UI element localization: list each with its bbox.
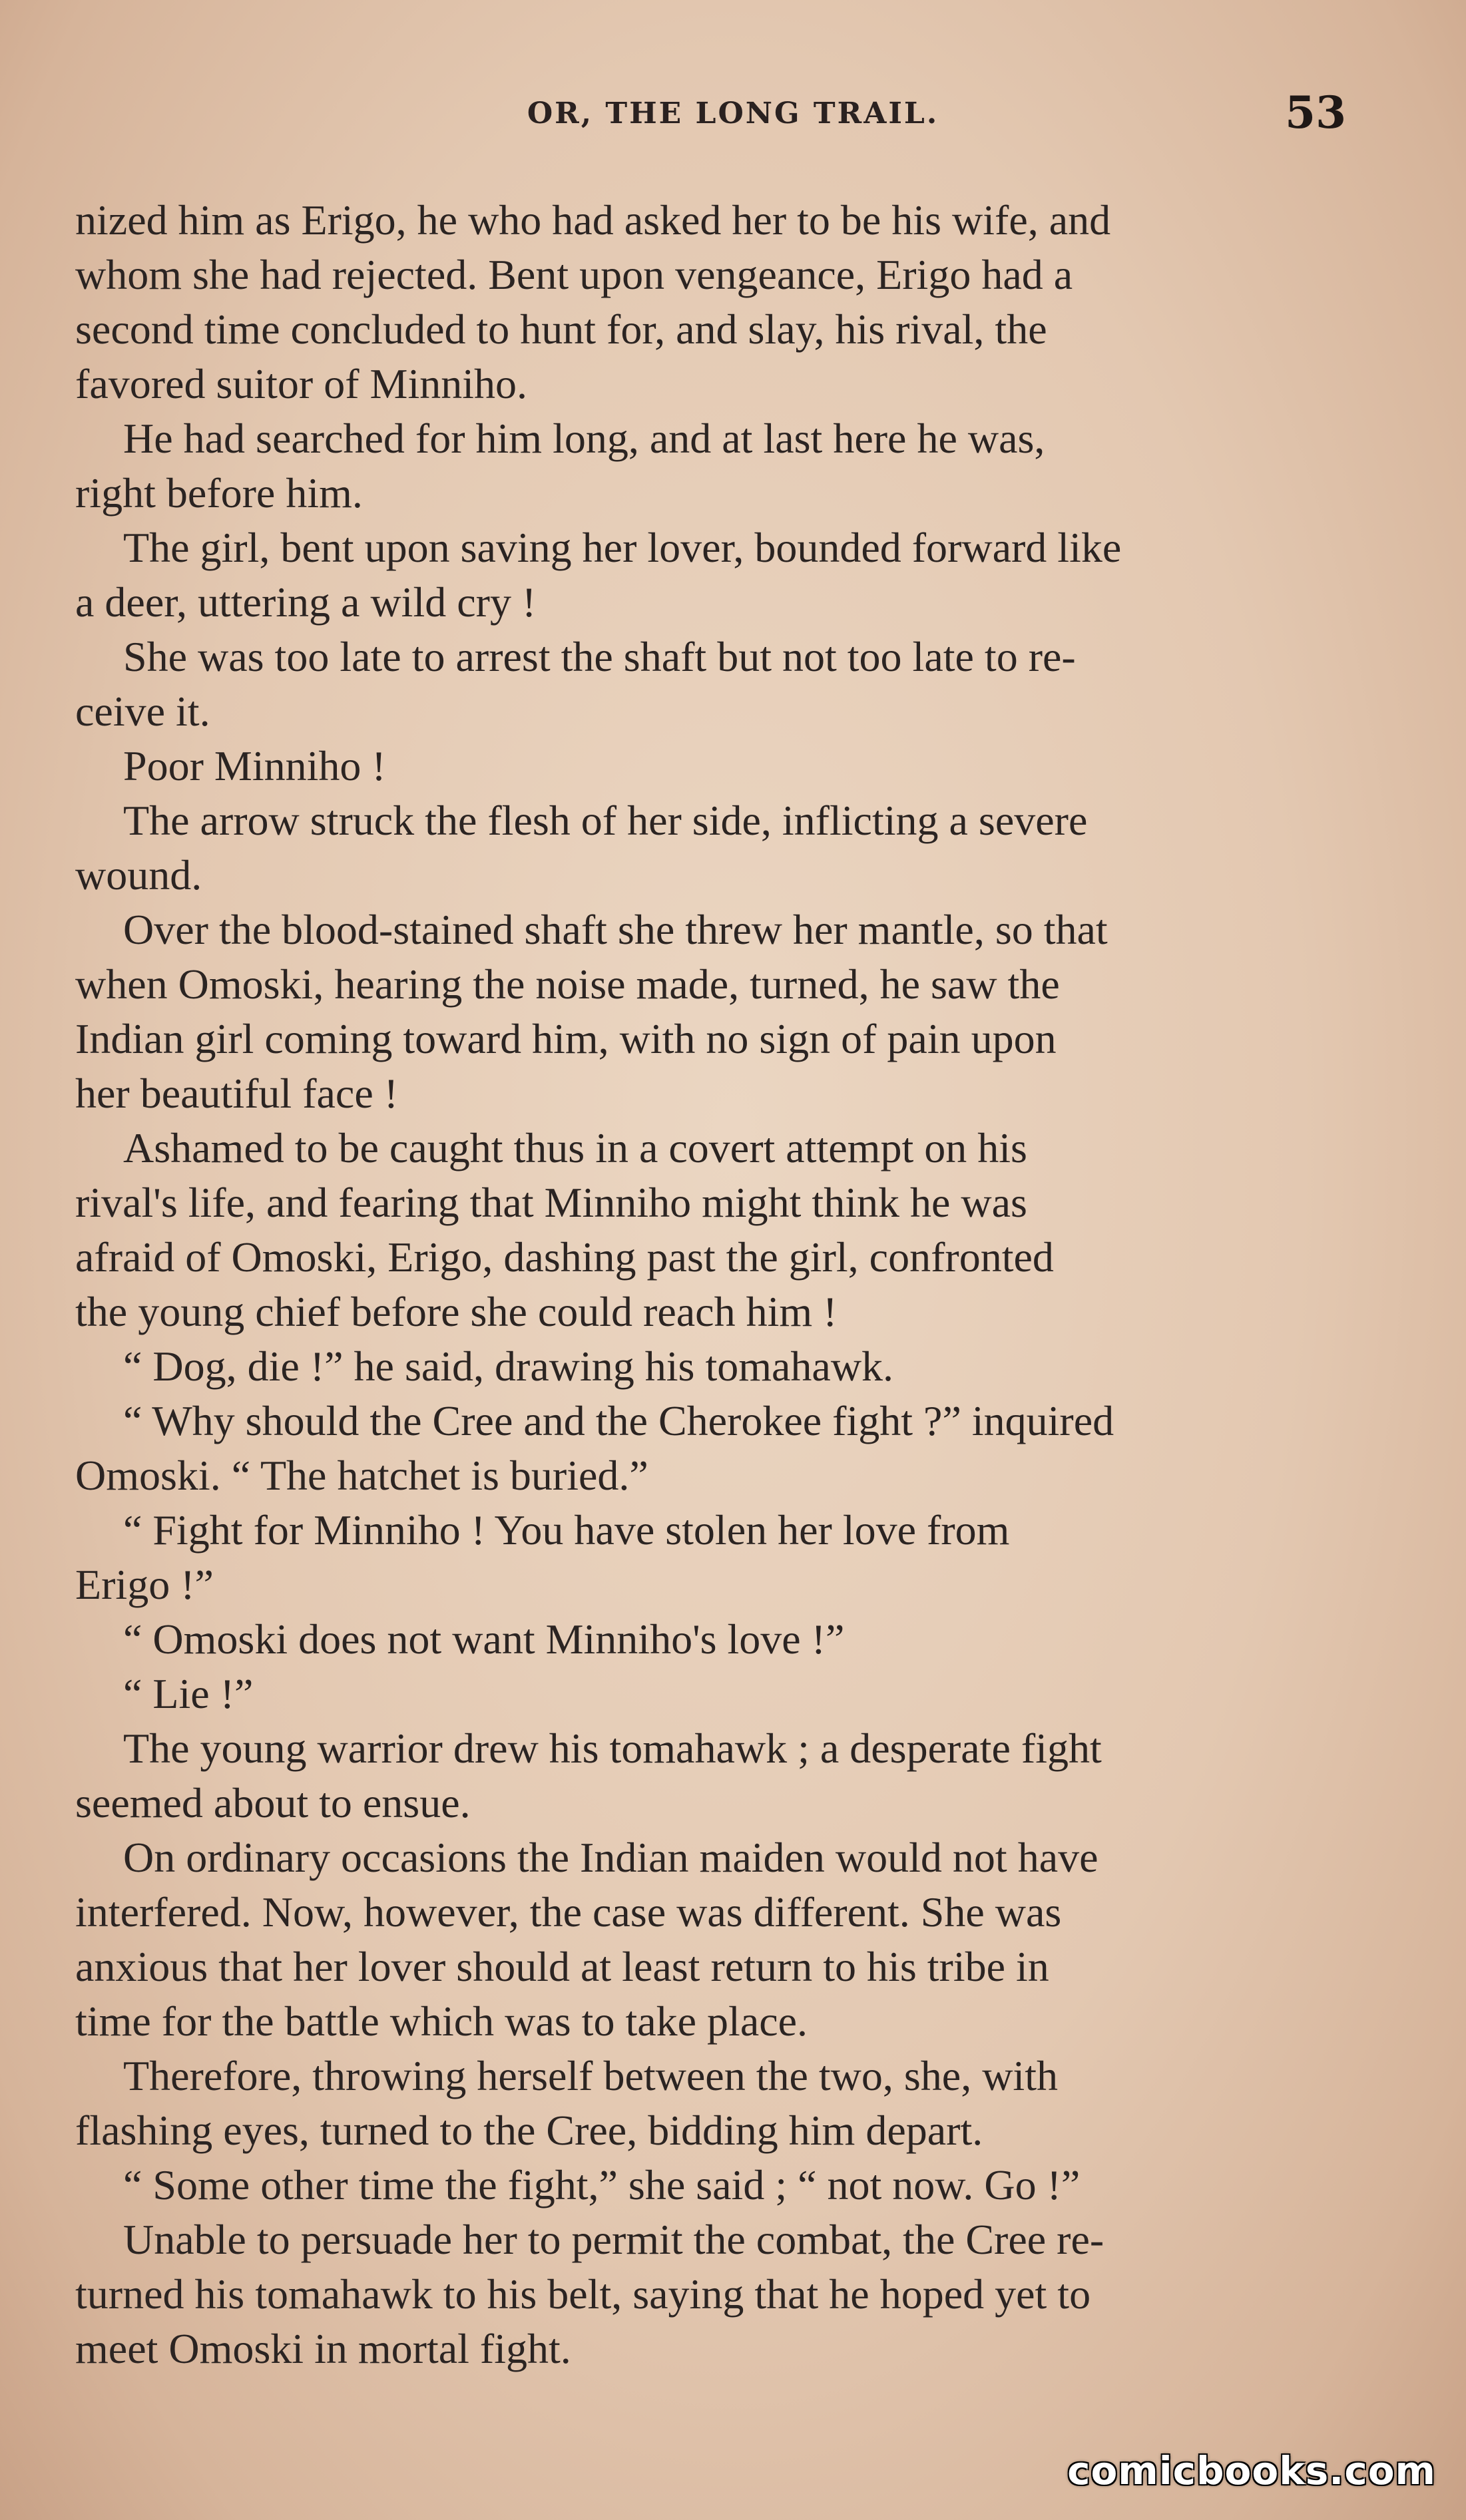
text-line: rival's life, and fearing that Minniho might think he was — [75, 1179, 1027, 1226]
text-line: meet Omoski in mortal fight. — [75, 2325, 571, 2372]
body-text — [75, 193, 1367, 2370]
text-line: time for the battle which was to take place. — [75, 1997, 808, 2045]
text-line: Indian girl coming toward him, with no sign of pain upon — [75, 1015, 1057, 1062]
text-line: right before him. — [75, 469, 363, 517]
text-line: On ordinary occasions the Indian maiden would not have — [123, 1834, 1099, 1881]
text-line: Unable to persuade her to permit the combat, the Cree re- — [123, 2216, 1104, 2263]
page-header — [0, 87, 1466, 146]
page-number: 53 — [1285, 87, 1346, 138]
text-line: when Omoski, hearing the noise made, turned, he saw the — [75, 960, 1060, 1008]
text-line: “ Omoski does not want Minniho's love !” — [123, 1615, 845, 1663]
text-line: Poor Minniho ! — [123, 742, 386, 789]
text-line: The young warrior drew his tomahawk ; a desperate fight — [123, 1725, 1102, 1772]
text-line: afraid of Omoski, Erigo, dashing past the girl, confronted — [75, 1233, 1054, 1281]
text-line: turned his tomahawk to his belt, saying that he hoped yet to — [75, 2270, 1091, 2318]
text-line: “ Dog, die !” he said, drawing his tomahawk. — [123, 1343, 894, 1390]
text-line: Erigo !” — [75, 1561, 214, 1608]
text-line: Over the blood-stained shaft she threw her mantle, so that — [123, 906, 1108, 953]
text-line: nized him as Erigo, he who had asked her to be his wife, and — [75, 196, 1111, 244]
text-line: ceive it. — [75, 688, 210, 735]
text-line: Ashamed to be caught thus in a covert attempt on his — [123, 1124, 1027, 1171]
text-line: the young chief before she could reach him ! — [75, 1288, 838, 1335]
text-line: a deer, uttering a wild cry ! — [75, 578, 537, 626]
text-line: second time concluded to hunt for, and slay, his rival, the — [75, 306, 1047, 353]
site-watermark: comicbooks.com — [1067, 2448, 1436, 2493]
text-line: wound. — [75, 851, 202, 899]
running-title: OR, THE LONG TRAIL. — [527, 97, 939, 130]
text-line: “ Why should the Cree and the Cherokee fight ?” inquired — [123, 1397, 1114, 1444]
text-line: He had searched for him long, and at last here he was, — [123, 415, 1045, 462]
text-line: “ Lie !” — [123, 1670, 254, 1717]
text-line: flashing eyes, turned to the Cree, bidding him depart. — [75, 2107, 983, 2154]
text-line: whom she had rejected. Bent upon vengeance, Erigo had a — [75, 251, 1073, 298]
text-line: The arrow struck the flesh of her side, inflicting a severe — [123, 797, 1088, 844]
text-line: “ Fight for Minniho ! You have stolen her love from — [123, 1506, 1010, 1554]
text-line: Omoski. “ The hatchet is buried.” — [75, 1452, 648, 1499]
text-line: Therefore, throwing herself between the two, she, with — [123, 2052, 1058, 2099]
text-line: her beautiful face ! — [75, 1070, 399, 1117]
text-line: The girl, bent upon saving her lover, bounded forward like — [123, 524, 1122, 571]
text-line: seemed about to ensue. — [75, 1779, 471, 1826]
text-line: anxious that her lover should at least return to his tribe in — [75, 1943, 1049, 1990]
text-line: interfered. Now, however, the case was different. She was — [75, 1888, 1062, 1936]
text-line: favored suitor of Minniho. — [75, 360, 527, 407]
text-line: She was too late to arrest the shaft but not too late to re- — [123, 633, 1076, 680]
text-line: “ Some other time the fight,” she said ; “ not now. Go !” — [123, 2161, 1081, 2208]
